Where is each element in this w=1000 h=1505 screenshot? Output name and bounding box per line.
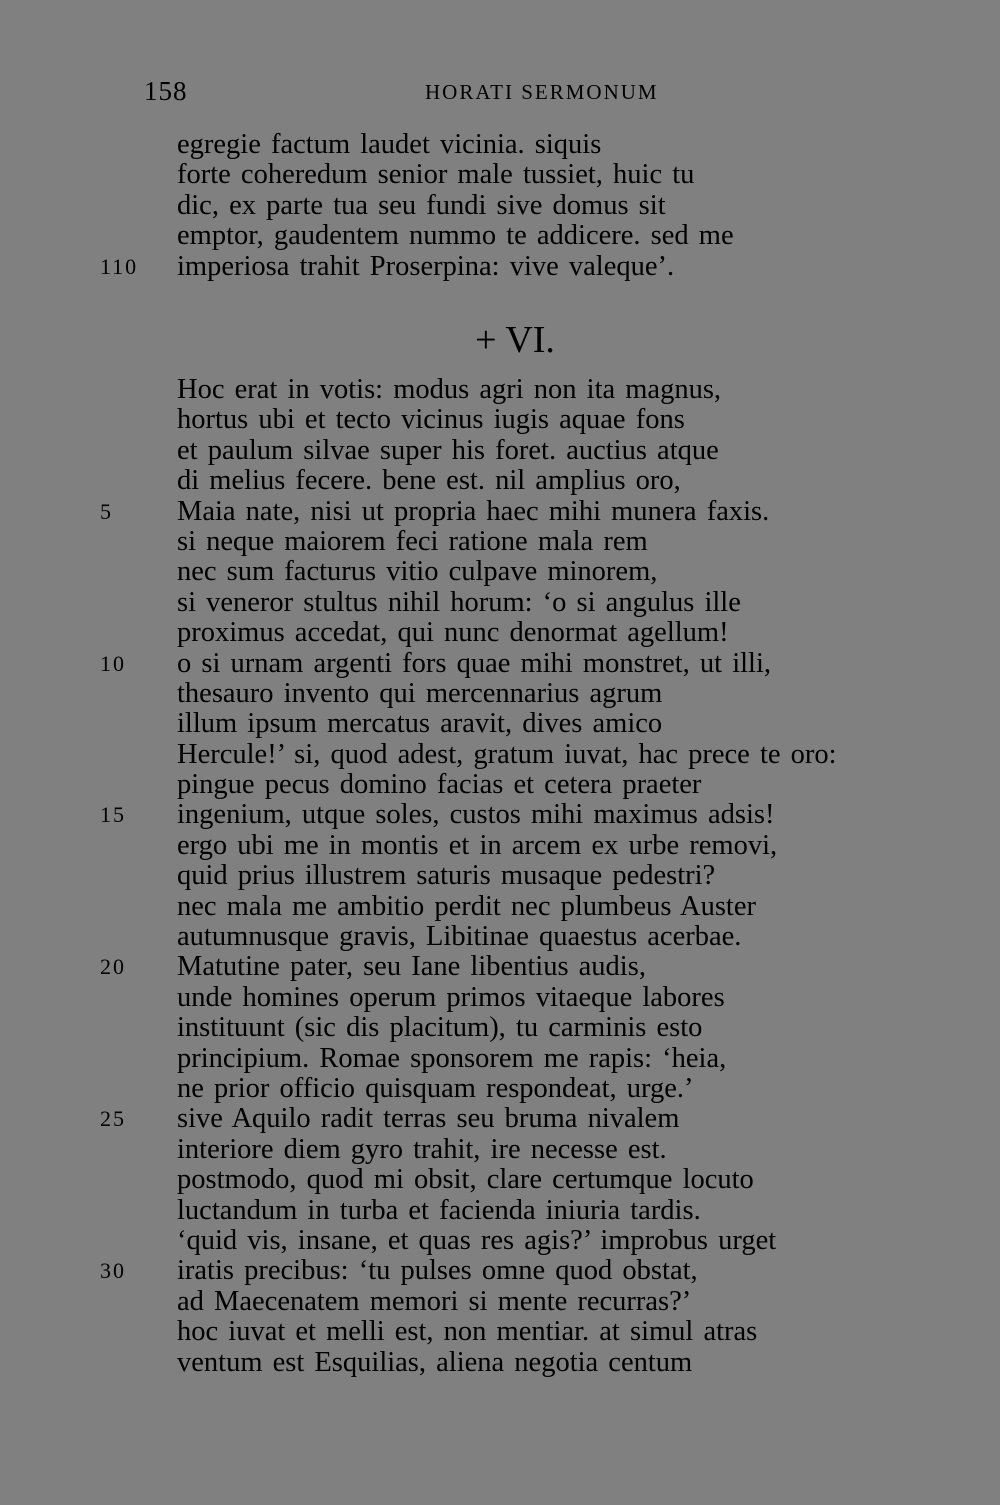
verse-line (0, 1013, 1000, 1043)
verse-text: hortus ubi et tecto vicinus iugis aquae fons (177, 404, 685, 436)
verse-text: di melius fecere. bene est. nil amplius oro, (177, 465, 681, 497)
verse-line (0, 770, 1000, 800)
satire-number: + VI. (475, 319, 555, 361)
verse-text: Hercule!’ si, quod adest, gratum iuvat, hac prece te oro: (177, 738, 837, 770)
verse-text: ventum est Esquilias, aliena negotia centum (177, 1346, 693, 1378)
verse-text: ad Maecenatem memori si mente recurras?’ (177, 1285, 692, 1317)
line-number: 5 (100, 498, 113, 524)
page-number: 158 (144, 76, 188, 106)
line-number: 25 (100, 1106, 126, 1132)
verse-line (0, 375, 1000, 405)
verse-text: unde homines operum primos vitaeque labores (177, 981, 725, 1013)
verse-line (0, 1104, 1000, 1134)
line-number: 30 (100, 1258, 126, 1284)
verse-text: emptor, gaudentem nummo te addicere. sed me (177, 220, 734, 252)
verse-text: thesauro invento qui mercennarius agrum (177, 677, 663, 709)
verse-line (0, 649, 1000, 679)
line-number: 10 (100, 650, 126, 676)
verse-text: illum ipsum mercatus aravit, dives amico (177, 708, 663, 740)
page-header (0, 76, 1000, 110)
verse-line (0, 740, 1000, 770)
verse-text: interiore diem gyro trahit, ire necesse est. (177, 1133, 667, 1165)
line-number: 20 (100, 954, 126, 980)
verse-line (0, 1317, 1000, 1347)
verse-line (0, 436, 1000, 466)
verse-text: o si urnam argenti fors quae mihi monstret, ut illi, (177, 647, 772, 679)
verse-line (0, 466, 1000, 496)
verse-text: quid prius illustrem saturis musaque pedestri? (177, 860, 716, 892)
verse-line (0, 952, 1000, 982)
verse-line (0, 1348, 1000, 1378)
verse-line (0, 405, 1000, 435)
verse-line (0, 1256, 1000, 1286)
previous-satire-ending (0, 130, 1000, 282)
verse-line (0, 160, 1000, 190)
verse-text: ‘quid vis, insane, et quas res agis?’ improbus urget (177, 1224, 777, 1256)
verse-text: instituunt (sic dis placitum), tu carminis esto (177, 1012, 703, 1044)
verse-text: ergo ubi me in montis et in arcem ex urbe removi, (177, 829, 778, 861)
verse-line (0, 983, 1000, 1013)
verse-text: et paulum silvae super his foret. auctius atque (177, 434, 719, 466)
verse-line (0, 497, 1000, 527)
verse-text: si neque maiorem feci ratione mala rem (177, 525, 648, 557)
verse-text: postmodo, quod mi obsit, clare certumque locuto (177, 1164, 754, 1196)
verse-line (0, 800, 1000, 830)
verse-text: imperiosa trahit Proserpina: vive valeque’. (177, 250, 675, 282)
verse-text: sive Aquilo radit terras seu bruma nivalem (177, 1103, 680, 1135)
verse-line (0, 1196, 1000, 1226)
line-number: 15 (100, 802, 126, 828)
verse-line (0, 709, 1000, 739)
verse-text: ingenium, utque soles, custos mihi maximus adsis! (177, 799, 775, 831)
verse-line (0, 679, 1000, 709)
verse-text: luctandum in turba et facienda iniuria tardis. (177, 1194, 701, 1226)
verse-line (0, 1165, 1000, 1195)
verse-text: autumnusque gravis, Libitinae quaestus acerbae. (177, 921, 742, 953)
verse-text: nec mala me ambitio perdit nec plumbeus Auster (177, 890, 756, 922)
verse-line (0, 191, 1000, 221)
verse-line (0, 1044, 1000, 1074)
verse-line (0, 130, 1000, 160)
section-heading (0, 318, 1000, 362)
verse-text: principium. Romae sponsorem me rapis: ‘heia, (177, 1042, 727, 1074)
verse-text: proximus accedat, qui nunc denormat agellum! (177, 617, 729, 649)
verse-line (0, 1226, 1000, 1256)
verse-text: egregie factum laudet vicinia. siquis (177, 129, 602, 160)
verse-text: Hoc erat in votis: modus agri non ita magnus, (177, 374, 722, 405)
verse-text: nec sum facturus vitio culpave minorem, (177, 556, 658, 588)
verse-line (0, 588, 1000, 618)
verse-line (0, 252, 1000, 282)
verse-text: iratis precibus: ‘tu pulses omne quod obstat, (177, 1255, 698, 1287)
verse-line (0, 922, 1000, 952)
running-title: HORATI SERMONUM (425, 80, 659, 104)
verse-text: dic, ex parte tua seu fundi sive domus sit (177, 189, 666, 221)
verse-text: Matutine pater, seu Iane libentius audis, (177, 951, 646, 983)
verse-line (0, 221, 1000, 251)
verse-line (0, 618, 1000, 648)
verse-line (0, 1287, 1000, 1317)
verse-line (0, 861, 1000, 891)
verse-line (0, 1074, 1000, 1104)
verse-text: Maia nate, nisi ut propria haec mihi munera faxis. (177, 495, 770, 527)
line-number: 110 (100, 253, 139, 279)
verse-text: ne prior officio quisquam respondeat, urge.’ (177, 1072, 694, 1104)
verse-line (0, 557, 1000, 587)
verse-line (0, 892, 1000, 922)
verse-text: pingue pecus domino facias et cetera praeter (177, 769, 702, 801)
verse-line (0, 527, 1000, 557)
verse-text: hoc iuvat et melli est, non mentiar. at simul atras (177, 1316, 758, 1348)
verse-text: si veneror stultus nihil horum: ‘o si angulus ille (177, 586, 741, 618)
verse-line (0, 1135, 1000, 1165)
verse-text: forte coheredum senior male tussiet, huic tu (177, 159, 695, 191)
verse-line (0, 831, 1000, 861)
satire-vi-text (0, 375, 1000, 1378)
